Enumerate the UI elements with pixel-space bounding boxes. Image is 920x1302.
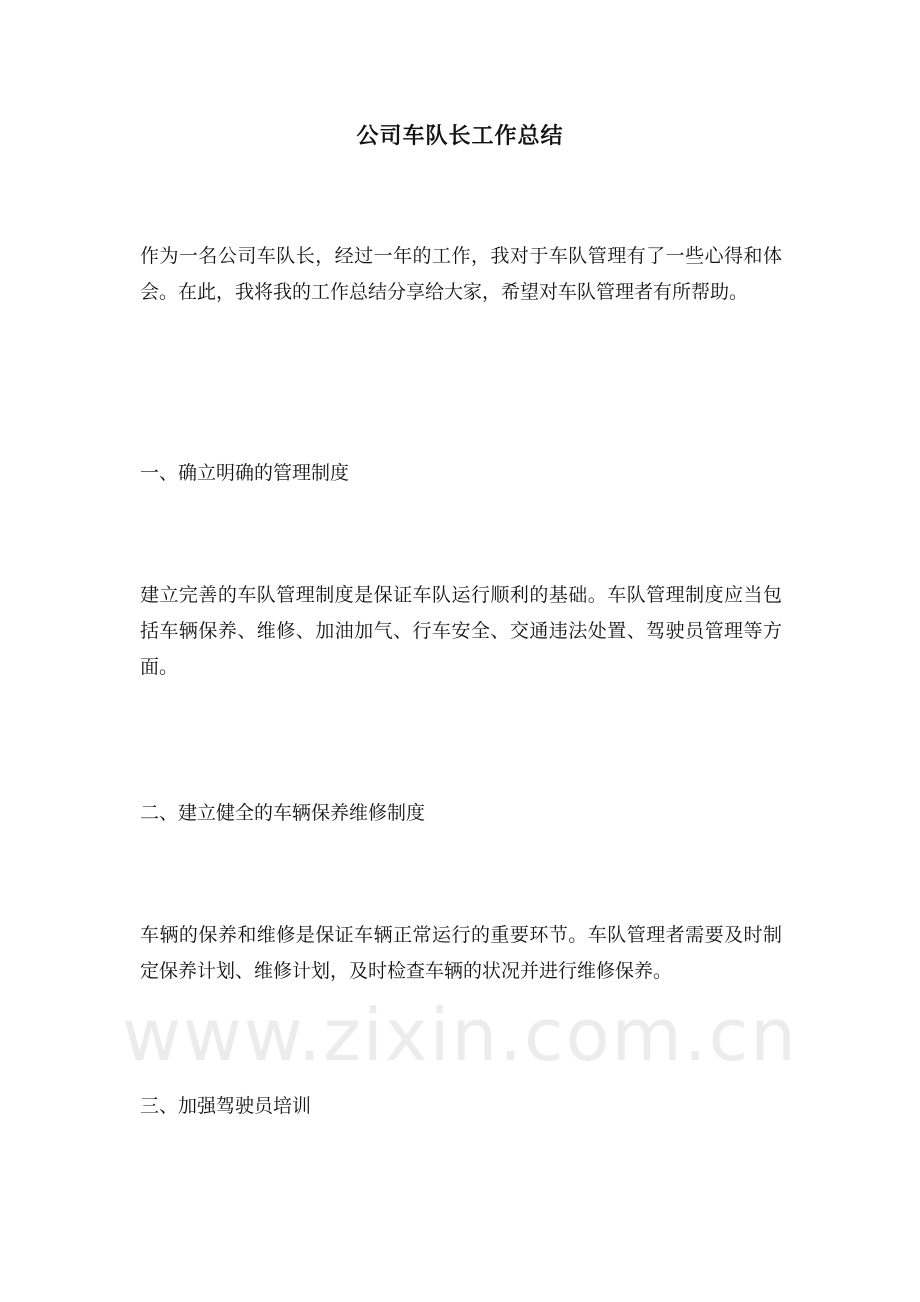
section-body-2: 车辆的保养和维修是保证车辆正常运行的重要环节。车队管理者需要及时制定保养计划、维修计划，及时检查车辆的状况并进行维修保养。 [140, 924, 782, 982]
watermark: www.zixin.com.cn [122, 993, 798, 1077]
section-heading-1: 一、确立明确的管理制度 [140, 462, 350, 484]
section-heading-3: 三、加强驾驶员培训 [140, 1095, 312, 1117]
section-heading-2: 二、建立健全的车辆保养维修制度 [140, 802, 426, 824]
intro-paragraph: 作为一名公司车队长，经过一年的工作，我对于车队管理有了一些心得和体会。在此，我将我的工作总结分享给大家，希望对车队管理者有所帮助。 [140, 245, 782, 303]
section-body-1: 建立完善的车队管理制度是保证车队运行顺利的基础。车队管理制度应当包括车辆保养、维修、加油加气、行车安全、交通违法处置、驾驶员管理等方面。 [140, 584, 782, 678]
document-title: 公司车队长工作总结 [356, 123, 564, 149]
